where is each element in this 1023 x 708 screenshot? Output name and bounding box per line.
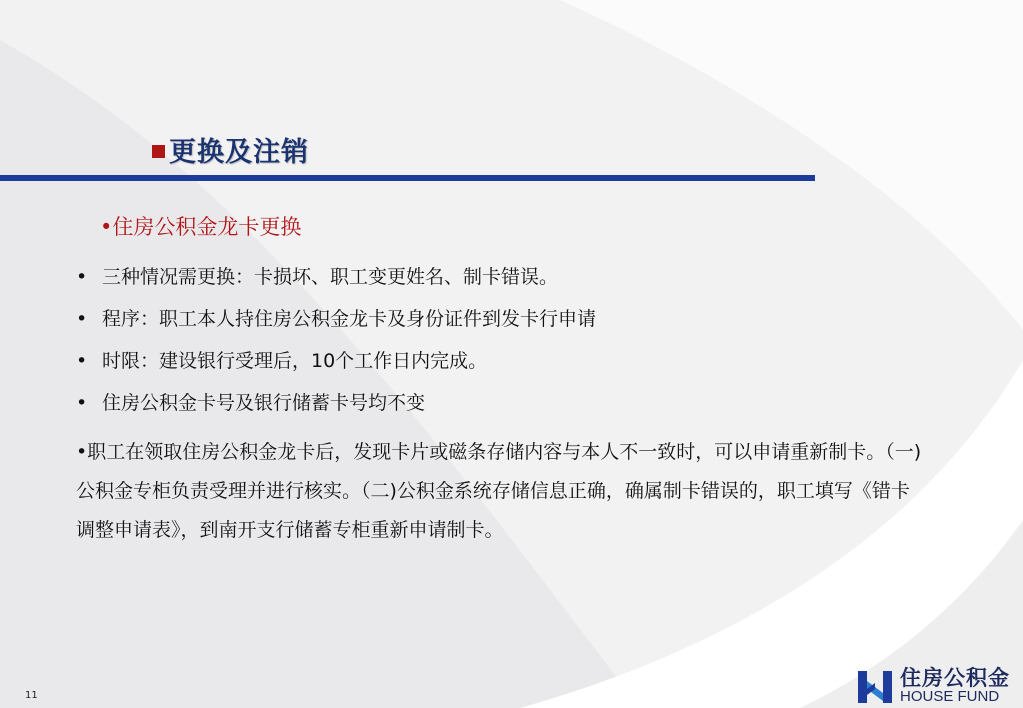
house-fund-logo-icon [856, 667, 894, 705]
logo-text-en: HOUSE FUND [900, 688, 1000, 705]
bullet-item [76, 304, 596, 346]
logo [856, 667, 1010, 705]
bullet-list [76, 262, 596, 430]
bullet-dot-icon: • [76, 350, 88, 372]
bullet-item [76, 346, 596, 388]
bullet-text: 三种情况需更换：卡损坏、职工变更姓名、制卡错误。 [102, 266, 559, 288]
section-subtitle: •住房公积金龙卡更换 [100, 215, 302, 239]
bullet-dot-icon: • [76, 392, 88, 414]
body-paragraph: •职工在领取住房公积金龙卡后，发现卡片或磁条存储内容与本人不一致时，可以申请重新制卡。（一)公积金专柜负责受理并进行核实。（二)公积金系统存储信息正确，确属制卡错误的，职工填写《错卡调整申请表》，到南开支行储蓄专柜重新申请制卡。 [76, 441, 922, 541]
bullet-dot-icon: • [76, 308, 88, 330]
slide-title-text: 更换及注销 [169, 137, 309, 168]
slide-title [152, 130, 309, 169]
bullet-item [76, 388, 596, 430]
logo-text-cn: 住房公积金 [900, 666, 1010, 690]
title-divider [0, 175, 815, 181]
page-number: 11 [25, 690, 38, 701]
bullet-text: 程序：职工本人持住房公积金龙卡及身份证件到发卡行申请 [102, 308, 597, 330]
bullet-text: 住房公积金卡号及银行储蓄卡号均不变 [102, 392, 426, 414]
red-square-icon [152, 145, 165, 158]
bullet-dot-icon: • [76, 266, 88, 288]
bullet-item [76, 262, 596, 304]
bullet-text: 时限：建设银行受理后，10个工作日内完成。 [102, 350, 488, 372]
